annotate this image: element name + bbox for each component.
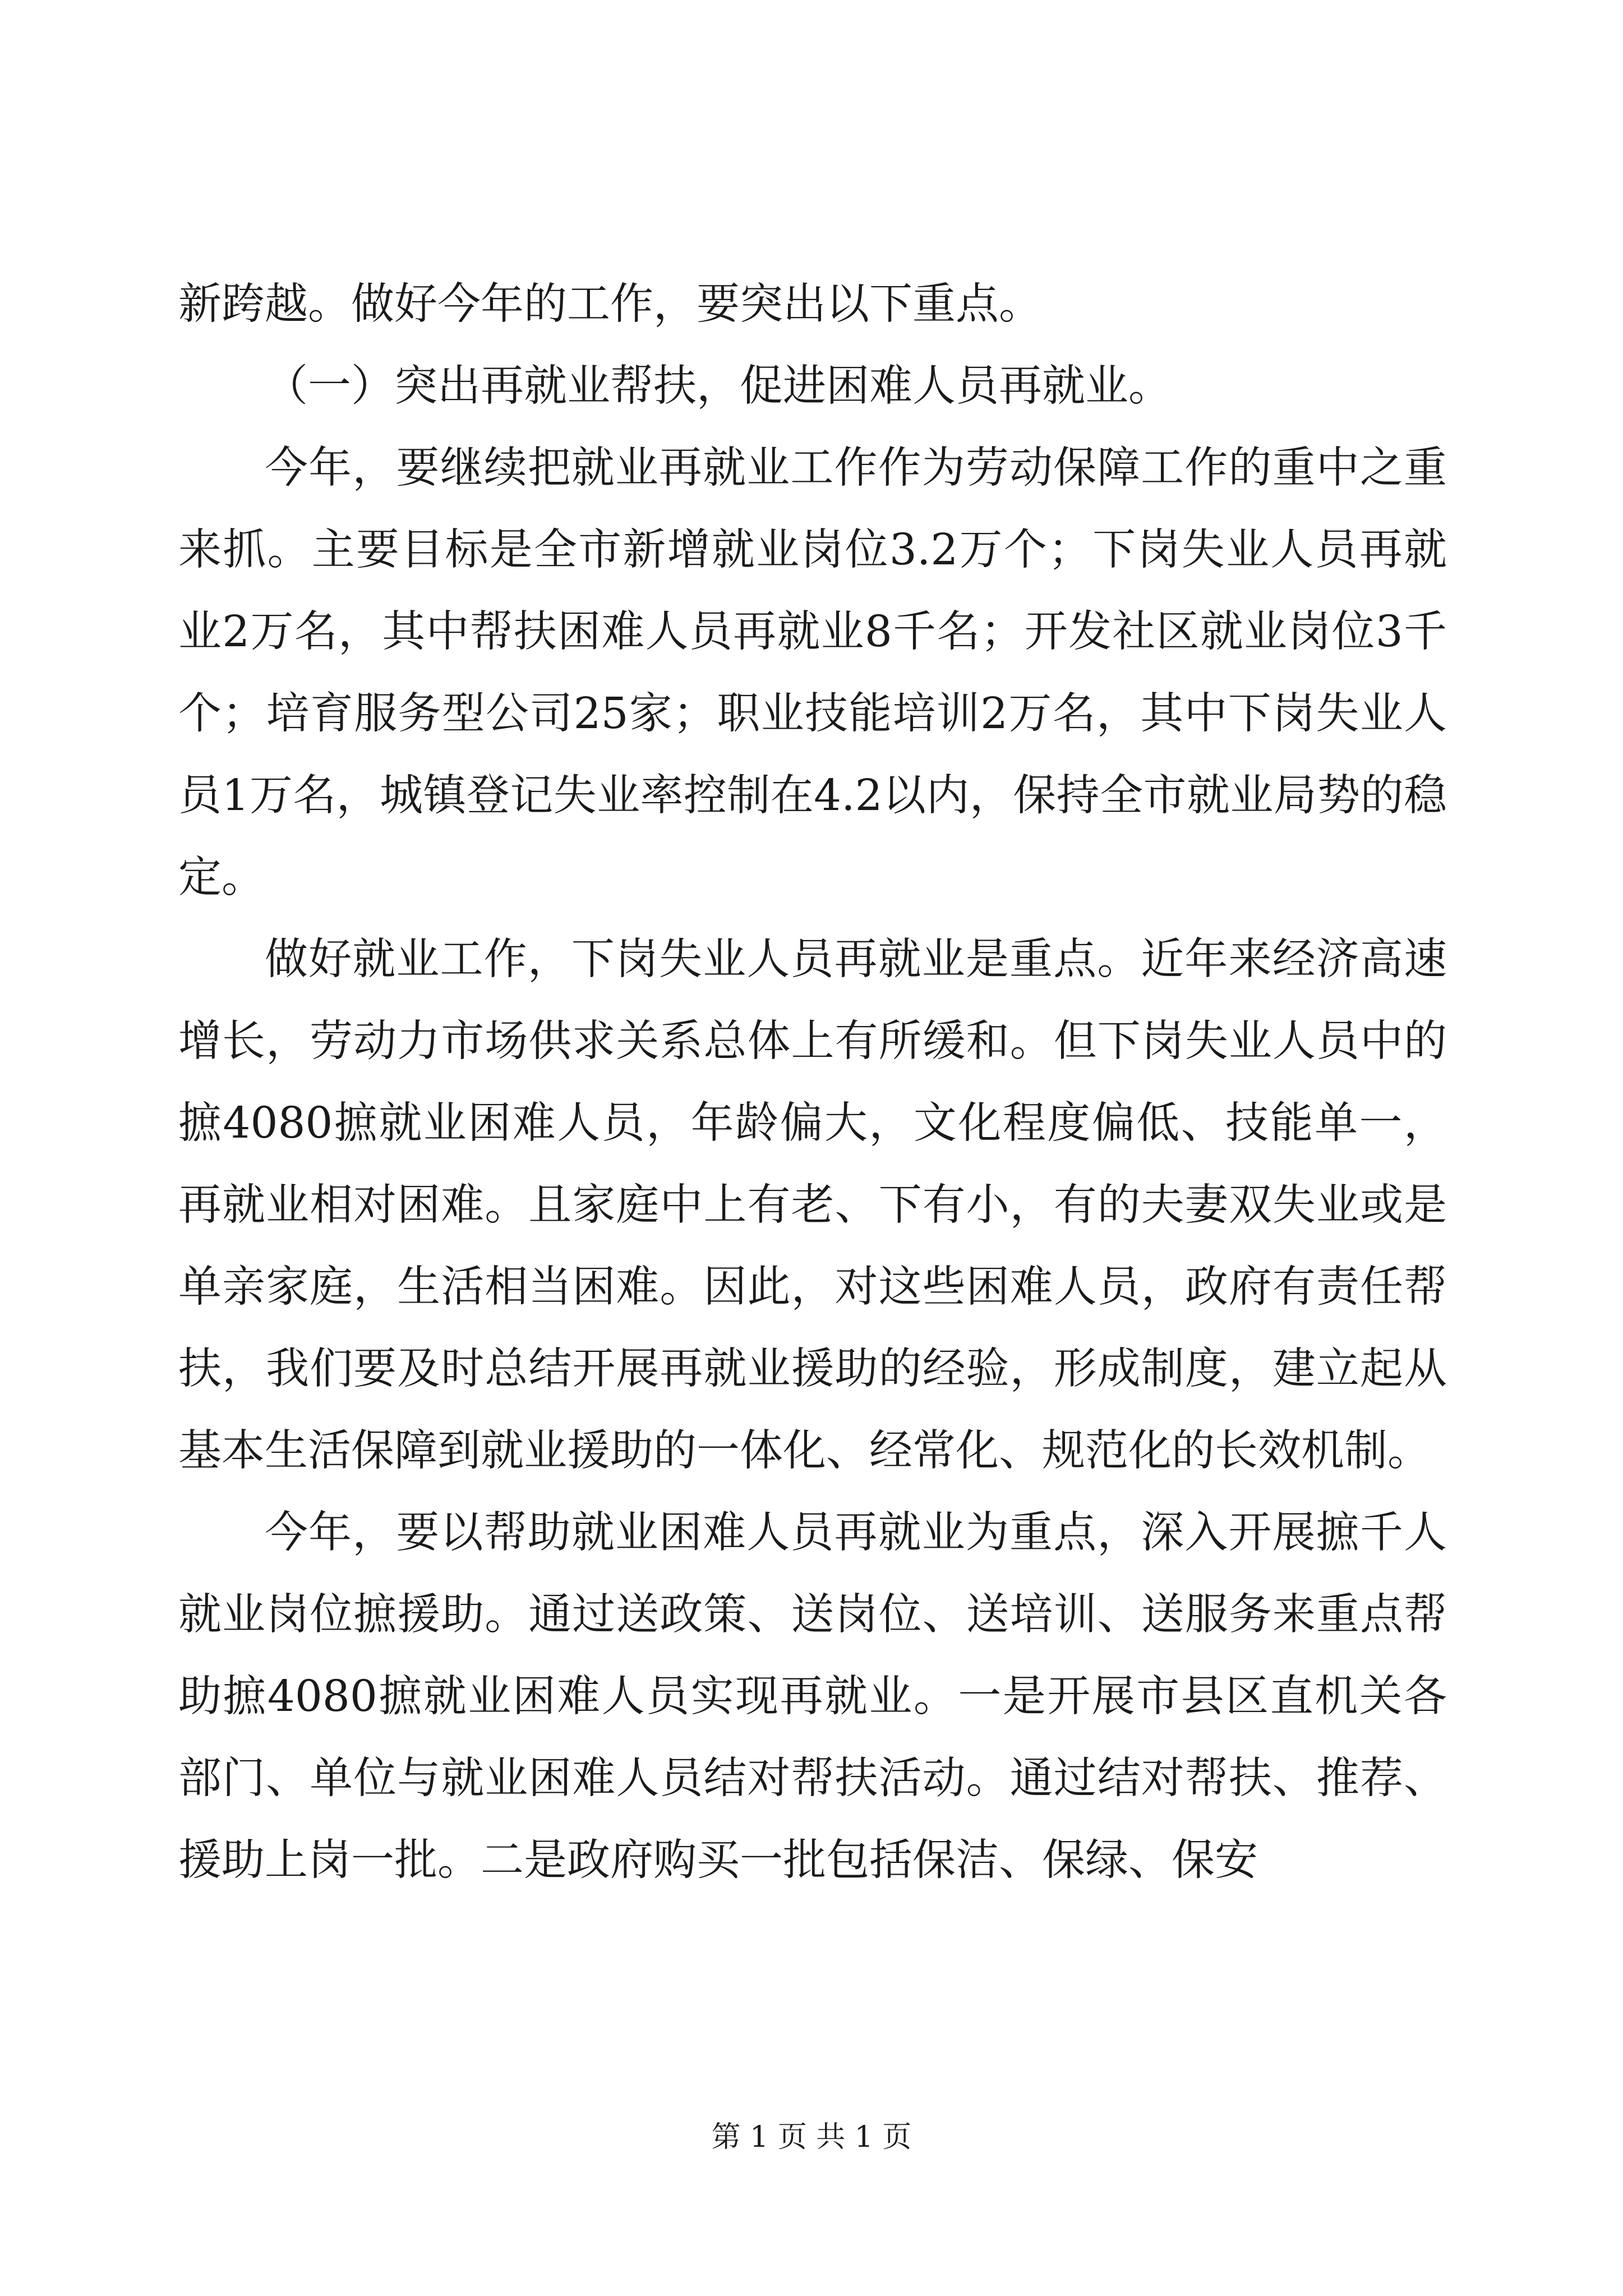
paragraph-targets: 今年，要继续把就业再就业工作作为劳动保障工作的重中之重来抓。主要目标是全市新增就业岗位3.2万个；下岗失业人员再就业2万名，其中帮扶困难人员再就业8千名；开发社区就业岗位3千个；培育服务型公司25家；职业技能培训2万名，其中下岗失业人员1万名，城镇登记失业率控制在4.2以内，保持全市就业局势的稳定。: [178, 443, 1447, 903]
paragraph-assistance-measures: 今年，要以帮助就业困难人员再就业为重点，深入开展摭千人就业岗位摭援助。通过送政策、送岗位、送培训、送服务来重点帮助摭4080摭就业困难人员实现再就业。一是开展市县区直机关各部门、单位与就业困难人员结对帮扶活动。通过结对帮扶、推荐、援助上岗一批。二是政府购买一批包括保洁、保绿、保安: [178, 1508, 1447, 1885]
section-heading: （一）突出再就业帮扶，促进困难人员再就业。: [265, 361, 1172, 411]
paragraph-continuation: 新跨越。做好今年的工作，要突出以下重点。: [178, 279, 1042, 329]
page-footer: 第 1 页 共 1 页: [711, 2120, 912, 2154]
document-body: [178, 264, 1447, 1902]
paragraph-key-groups: 做好就业工作，下岗失业人员再就业是重点。近年来经济高速增长，劳动力市场供求关系总体上有所缓和。但下岗失业人员中的摭4080摭就业困难人员，年龄偏大，文化程度偏低、技能单一，再就业相对困难。且家庭中上有老、下有小，有的夫妻双失业或是单亲家庭，生活相当困难。因此，对这些困难人员，政府有责任帮扶，我们要及时总结开展再就业援助的经验，形成制度，建立起从基本生活保障到就业援助的一体化、经常化、规范化的长效机制。: [178, 935, 1447, 1476]
